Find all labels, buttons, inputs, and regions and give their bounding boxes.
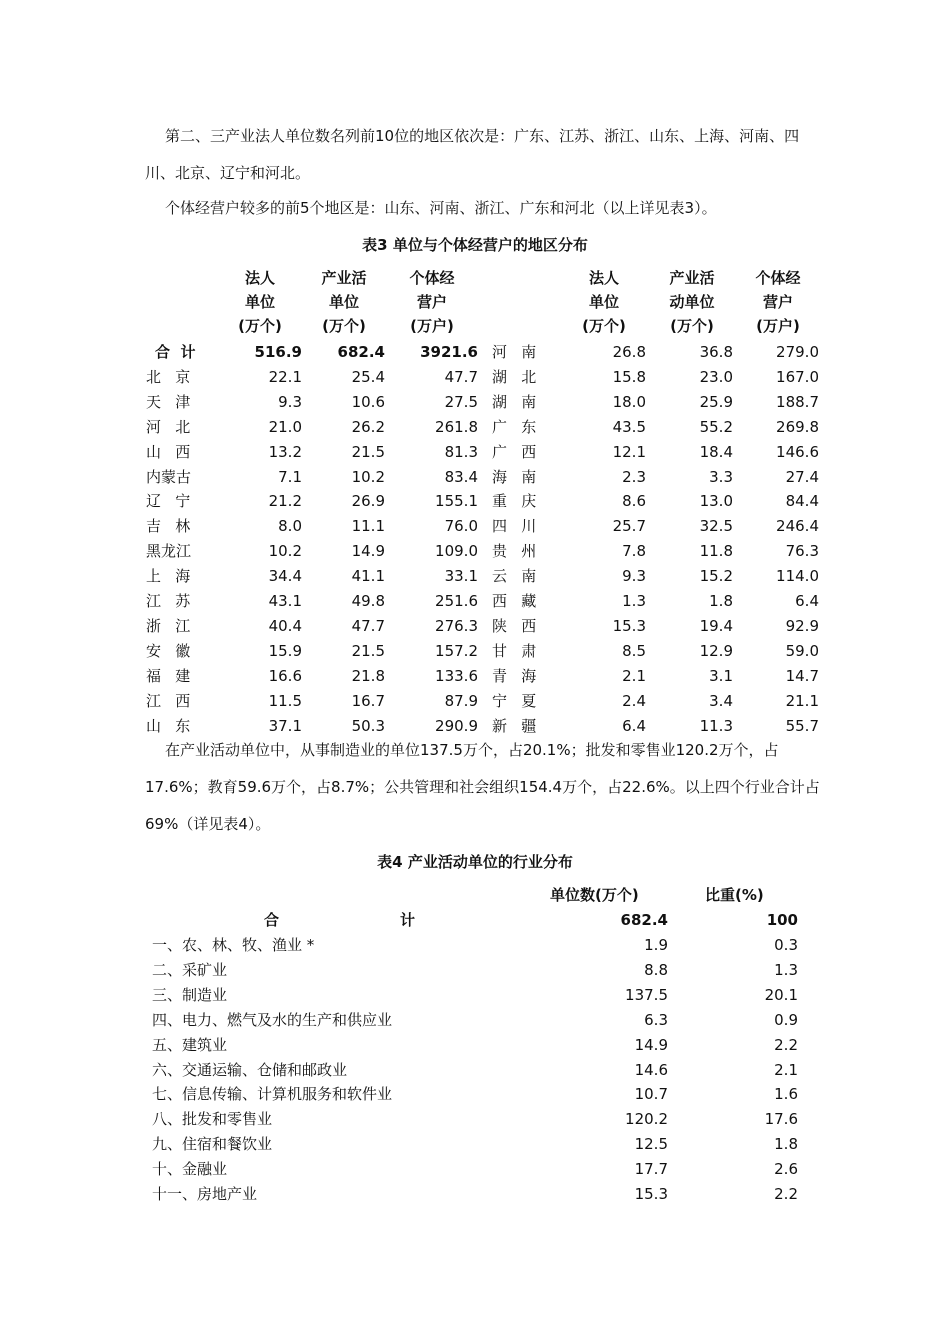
legal-units-value: 22.1: [268, 368, 302, 386]
activity-units-value: 11.3: [699, 717, 733, 735]
activity-units-value: 10.6: [351, 393, 385, 411]
region-name: 福 建: [146, 667, 191, 685]
header-line: (万户): [410, 317, 454, 335]
table3-header-households-left: [394, 266, 470, 338]
activity-units-value: 12.9: [699, 642, 733, 660]
unit-count-value: 17.7: [634, 1160, 668, 1178]
region-name: 湖 南: [492, 393, 537, 411]
activity-units-value: 50.3: [351, 717, 385, 735]
industry-name: 四、电力、燃气及水的生产和供应业: [152, 1011, 393, 1029]
header-line: (万户): [756, 317, 800, 335]
households-value: 76.3: [785, 542, 819, 560]
header-line: 单位: [244, 293, 275, 311]
region-name: 浙 江: [146, 617, 191, 635]
legal-units-value: 7.8: [622, 542, 646, 560]
households-value: 133.6: [435, 667, 478, 685]
region-name: 辽 宁: [146, 492, 191, 510]
header-line: 个体经: [409, 269, 455, 287]
header-line: 个体经: [755, 269, 801, 287]
header-line: (万个): [238, 317, 282, 335]
activity-units-value: 26.9: [351, 492, 385, 510]
legal-units-value: 7.1: [278, 468, 302, 486]
activity-units-value: 23.0: [699, 368, 733, 386]
region-name: 安 徽: [146, 642, 191, 660]
legal-units-value: 15.9: [268, 642, 302, 660]
legal-units-value: 516.9: [254, 343, 302, 361]
share-value: 2.1: [774, 1061, 798, 1079]
share-value: 2.2: [774, 1036, 798, 1054]
activity-units-value: 3.1: [709, 667, 733, 685]
legal-units-value: 43.5: [612, 418, 646, 436]
households-value: 279.0: [776, 343, 819, 361]
region-name: 广 东: [492, 418, 537, 436]
households-value: 290.9: [435, 717, 478, 735]
header-line: 营户: [416, 293, 447, 311]
header-line: 法人: [244, 269, 275, 287]
activity-units-value: 18.4: [699, 443, 733, 461]
intro-paragraph-2: 个体经营户较多的前5个地区是：山东、河南、浙江、广东和河北（以上详见表3）。: [165, 199, 717, 217]
header-line: 营户: [762, 293, 793, 311]
legal-units-value: 15.8: [612, 368, 646, 386]
share-value: 2.2: [774, 1185, 798, 1203]
region-name: 合 计: [155, 343, 196, 361]
industry-name: 十、金融业: [152, 1160, 228, 1178]
share-value: 0.3: [774, 936, 798, 954]
unit-count-value: 137.5: [625, 986, 668, 1004]
legal-units-value: 9.3: [622, 567, 646, 585]
region-name: 宁 夏: [492, 692, 537, 710]
households-value: 167.0: [776, 368, 819, 386]
households-value: 109.0: [435, 542, 478, 560]
legal-units-value: 13.2: [268, 443, 302, 461]
table4-total-label-right: 计: [400, 911, 416, 929]
region-name: 天 津: [146, 393, 191, 411]
activity-units-value: 26.2: [351, 418, 385, 436]
activity-units-value: 21.8: [351, 667, 385, 685]
activity-units-value: 16.7: [351, 692, 385, 710]
legal-units-value: 18.0: [612, 393, 646, 411]
header-line: 产业活: [321, 269, 367, 287]
unit-count-value: 120.2: [625, 1110, 668, 1128]
legal-units-value: 10.2: [268, 542, 302, 560]
header-line: 单位: [328, 293, 359, 311]
share-value: 0.9: [774, 1011, 798, 1029]
table4-total-label-left: 合: [264, 911, 280, 929]
industry-name: 六、交通运输、仓储和邮政业: [152, 1061, 348, 1079]
legal-units-value: 34.4: [268, 567, 302, 585]
legal-units-value: 2.1: [622, 667, 646, 685]
legal-units-value: 37.1: [268, 717, 302, 735]
share-value: 17.6: [764, 1110, 798, 1128]
households-value: 157.2: [435, 642, 478, 660]
region-name: 河 南: [492, 343, 537, 361]
region-name: 西 藏: [492, 592, 537, 610]
region-name: 海 南: [492, 468, 537, 486]
households-value: 84.4: [785, 492, 819, 510]
activity-units-value: 14.9: [351, 542, 385, 560]
households-value: 251.6: [435, 592, 478, 610]
households-value: 59.0: [785, 642, 819, 660]
region-name: 江 苏: [146, 592, 191, 610]
unit-count-value: 14.6: [634, 1061, 668, 1079]
industry-name: 七、信息传输、计算机服务和软件业: [152, 1085, 393, 1103]
legal-units-value: 9.3: [278, 393, 302, 411]
legal-units-value: 2.3: [622, 468, 646, 486]
activity-units-value: 36.8: [699, 343, 733, 361]
households-value: 21.1: [785, 692, 819, 710]
legal-units-value: 8.6: [622, 492, 646, 510]
region-name: 黑龙江: [146, 542, 192, 560]
activity-units-value: 32.5: [699, 517, 733, 535]
legal-units-value: 26.8: [612, 343, 646, 361]
activity-units-value: 41.1: [351, 567, 385, 585]
table3-header-legal-units-left: [222, 266, 298, 338]
unit-count-value: 10.7: [634, 1085, 668, 1103]
households-value: 6.4: [795, 592, 819, 610]
header-line: 单位: [588, 293, 619, 311]
activity-units-value: 21.5: [351, 642, 385, 660]
table4-total-share: 100: [766, 911, 798, 929]
legal-units-value: 40.4: [268, 617, 302, 635]
region-name: 湖 北: [492, 368, 537, 386]
region-name: 江 西: [146, 692, 191, 710]
households-value: 3921.6: [420, 343, 478, 361]
unit-count-value: 12.5: [634, 1135, 668, 1153]
region-name: 吉 林: [146, 517, 191, 535]
region-name: 重 庆: [492, 492, 537, 510]
households-value: 33.1: [444, 567, 478, 585]
share-value: 20.1: [764, 986, 798, 1004]
industry-name: 一、农、林、牧、渔业 *: [152, 936, 315, 954]
activity-units-value: 47.7: [351, 617, 385, 635]
region-name: 山 东: [146, 717, 191, 735]
households-value: 83.4: [444, 468, 478, 486]
region-name: 云 南: [492, 567, 537, 585]
activity-units-value: 15.2: [699, 567, 733, 585]
legal-units-value: 43.1: [268, 592, 302, 610]
activity-units-value: 11.8: [699, 542, 733, 560]
activity-units-value: 3.4: [709, 692, 733, 710]
table3-header-activity-units-right: [652, 266, 732, 338]
households-value: 27.4: [785, 468, 819, 486]
header-line: 产业活: [669, 269, 715, 287]
legal-units-value: 21.0: [268, 418, 302, 436]
activity-units-value: 49.8: [351, 592, 385, 610]
legal-units-value: 2.4: [622, 692, 646, 710]
households-value: 47.7: [444, 368, 478, 386]
table3-header-households-right: [740, 266, 816, 338]
table4-header-share: 比重(%): [705, 886, 764, 904]
region-name: 广 西: [492, 443, 537, 461]
industry-name: 八、批发和零售业: [152, 1110, 273, 1128]
region-name: 内蒙古: [146, 468, 192, 486]
households-value: 55.7: [785, 717, 819, 735]
activity-units-value: 11.1: [351, 517, 385, 535]
unit-count-value: 14.9: [634, 1036, 668, 1054]
unit-count-value: 1.9: [644, 936, 668, 954]
legal-units-value: 25.7: [612, 517, 646, 535]
legal-units-value: 15.3: [612, 617, 646, 635]
unit-count-value: 8.8: [644, 961, 668, 979]
legal-units-value: 1.3: [622, 592, 646, 610]
share-value: 1.8: [774, 1135, 798, 1153]
legal-units-value: 8.0: [278, 517, 302, 535]
table4-header-count: 单位数(万个): [550, 886, 639, 904]
share-value: 2.6: [774, 1160, 798, 1178]
activity-units-value: 13.0: [699, 492, 733, 510]
households-value: 269.8: [776, 418, 819, 436]
activity-units-value: 55.2: [699, 418, 733, 436]
share-value: 1.6: [774, 1085, 798, 1103]
unit-count-value: 15.3: [634, 1185, 668, 1203]
region-name: 青 海: [492, 667, 537, 685]
households-value: 261.8: [435, 418, 478, 436]
table3-header-legal-units-right: [566, 266, 642, 338]
legal-units-value: 21.2: [268, 492, 302, 510]
header-line: 法人: [588, 269, 619, 287]
industry-name: 三、制造业: [152, 986, 228, 1004]
households-value: 14.7: [785, 667, 819, 685]
legal-units-value: 12.1: [612, 443, 646, 461]
activity-units-value: 3.3: [709, 468, 733, 486]
activity-units-value: 21.5: [351, 443, 385, 461]
households-value: 146.6: [776, 443, 819, 461]
share-value: 1.3: [774, 961, 798, 979]
legal-units-value: 16.6: [268, 667, 302, 685]
header-line: (万个): [322, 317, 366, 335]
households-value: 155.1: [435, 492, 478, 510]
households-value: 27.5: [444, 393, 478, 411]
activity-units-value: 10.2: [351, 468, 385, 486]
legal-units-value: 8.5: [622, 642, 646, 660]
unit-count-value: 6.3: [644, 1011, 668, 1029]
table4-total-count: 682.4: [620, 911, 668, 929]
region-name: 甘 肃: [492, 642, 537, 660]
legal-units-value: 11.5: [268, 692, 302, 710]
region-name: 北 京: [146, 368, 191, 386]
region-name: 新 疆: [492, 717, 537, 735]
households-value: 87.9: [444, 692, 478, 710]
intro-paragraph-1: 第二、三产业法人单位数名列前10位的地区依次是：广东、江苏、浙江、山东、上海、河南、四川、北京、辽宁和河北。: [145, 127, 800, 182]
industry-name: 二、采矿业: [152, 961, 228, 979]
region-name: 河 北: [146, 418, 191, 436]
activity-units-value: 19.4: [699, 617, 733, 635]
industry-name: 五、建筑业: [152, 1036, 228, 1054]
table3-header-activity-units-left: [306, 266, 382, 338]
industry-name: 九、住宿和餐饮业: [152, 1135, 273, 1153]
table3-caption: 表3 单位与个体经营户的地区分布: [362, 236, 588, 254]
households-value: 276.3: [435, 617, 478, 635]
activity-units-value: 1.8: [709, 592, 733, 610]
activity-units-value: 25.9: [699, 393, 733, 411]
activity-units-value: 25.4: [351, 368, 385, 386]
households-value: 114.0: [776, 567, 819, 585]
households-value: 76.0: [444, 517, 478, 535]
households-value: 92.9: [785, 617, 819, 635]
middle-paragraph: 在产业活动单位中，从事制造业的单位137.5万个，占20.1%；批发和零售业120.2万个，占17.6%；教育59.6万个，占8.7%；公共管理和社会组织154.4万个，占22.6%。以上四个行业合计占69%（详见表4）。: [145, 741, 820, 833]
households-value: 188.7: [776, 393, 819, 411]
header-line: 动单位: [669, 293, 715, 311]
region-name: 上 海: [146, 567, 191, 585]
industry-name: 十一、房地产业: [152, 1185, 258, 1203]
region-name: 四 川: [492, 517, 537, 535]
activity-units-value: 682.4: [337, 343, 385, 361]
households-value: 81.3: [444, 443, 478, 461]
region-name: 贵 州: [492, 542, 537, 560]
header-line: (万个): [670, 317, 714, 335]
header-line: (万个): [582, 317, 626, 335]
legal-units-value: 6.4: [622, 717, 646, 735]
region-name: 山 西: [146, 443, 191, 461]
region-name: 陕 西: [492, 617, 537, 635]
households-value: 246.4: [776, 517, 819, 535]
table4-caption: 表4 产业活动单位的行业分布: [377, 853, 573, 871]
